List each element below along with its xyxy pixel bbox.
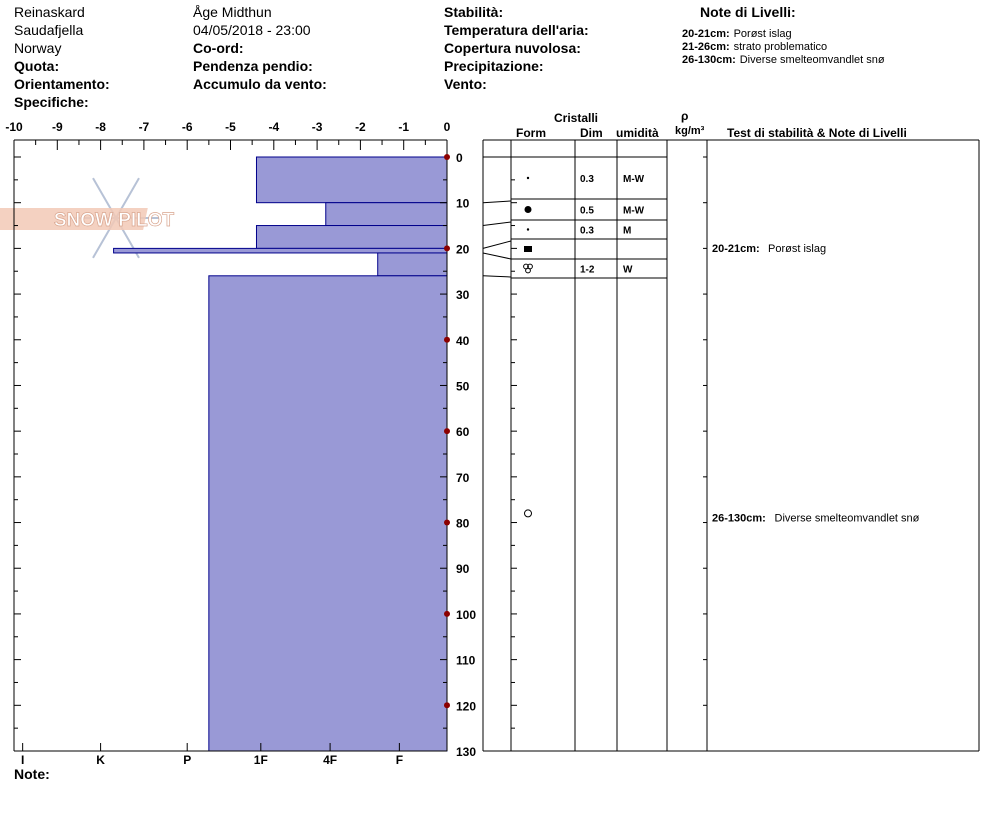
x-tick-label: -10 xyxy=(5,120,23,134)
note-text: strato problematico xyxy=(733,41,828,53)
x-tick-label: -7 xyxy=(138,120,150,134)
site-name: Reinaskard xyxy=(14,4,85,20)
x-tick-label: -5 xyxy=(225,120,236,134)
hardness-bar xyxy=(256,226,447,249)
rho-header: ρ xyxy=(681,109,689,123)
cristalli-header: Cristalli xyxy=(554,111,599,125)
hardness-label: K xyxy=(96,753,105,767)
depth-marker xyxy=(444,337,450,343)
note-range: 21-26cm: xyxy=(682,41,730,53)
note-livelli-title: Note di Livelli: xyxy=(700,4,796,20)
crystal-dim: 1-2 xyxy=(580,264,595,276)
grain-icon xyxy=(525,510,532,517)
crystal-dim: 0.3 xyxy=(580,225,594,237)
grain-icon xyxy=(525,206,532,213)
crystal-wetness: M-W xyxy=(623,174,645,185)
hardness-bars xyxy=(114,157,447,751)
x-tick-label: 0 xyxy=(443,120,451,134)
hardness-label: F xyxy=(395,753,404,767)
umidita-header: umidità xyxy=(616,126,659,140)
area-name: Saudafjella xyxy=(14,22,84,38)
depth-marker xyxy=(444,245,450,251)
crystal-table xyxy=(483,140,979,751)
density-unit-header: kg/m³ xyxy=(675,125,705,137)
y-tick-label: 90 xyxy=(456,562,470,577)
depth-marker xyxy=(444,154,450,160)
depth-connector xyxy=(483,276,511,277)
x-tick-label: -3 xyxy=(311,120,323,134)
annotation-range: 20-21cm: xyxy=(712,242,760,255)
pendenza-label: Pendenza pendio: xyxy=(193,58,313,74)
depth-marker xyxy=(444,611,450,617)
depth-marker xyxy=(444,520,450,526)
y-tick-label: 0 xyxy=(456,151,463,165)
note-text: Porøst islag xyxy=(733,28,792,40)
note-label: Note: xyxy=(14,766,50,782)
y-tick-label: 10 xyxy=(456,196,470,211)
grain-icon xyxy=(524,246,532,252)
y-tick-label: 130 xyxy=(456,745,477,759)
test-title-header: Test di stabilità & Note di Livelli xyxy=(727,126,907,140)
coord-label: Co-ord: xyxy=(193,40,244,56)
grain-icon xyxy=(527,177,529,179)
accumulo-label: Accumulo da vento: xyxy=(193,76,327,92)
annotation-text: Diverse smelteomvandlet snø xyxy=(774,512,920,525)
specifiche-label: Specifiche: xyxy=(14,94,89,110)
hardness-bar xyxy=(256,157,447,203)
quota-label: Quota: xyxy=(14,58,60,74)
hardness-bar xyxy=(114,248,447,253)
y-tick-label: 120 xyxy=(456,699,477,714)
x-tick-label: -8 xyxy=(95,120,106,134)
crystal-wetness: M-W xyxy=(623,205,645,217)
orientamento-label: Orientamento: xyxy=(14,76,110,92)
x-tick-label: -1 xyxy=(398,120,410,134)
x-tick-label: -2 xyxy=(355,120,366,134)
depth-connector xyxy=(483,253,511,259)
grain-icon xyxy=(527,228,529,230)
observer-name: Åge Midthun xyxy=(193,4,272,20)
hardness-label: 4F xyxy=(323,753,338,767)
crystal-dim: 0.3 xyxy=(580,174,594,185)
y-tick-label: 30 xyxy=(456,288,470,303)
depth-marker xyxy=(444,428,450,434)
depth-connector xyxy=(483,241,511,248)
hardness-label: P xyxy=(183,753,192,767)
annotation-text: Porøst islag xyxy=(768,242,827,255)
y-tick-label: 20 xyxy=(456,242,470,257)
temperatura-label: Temperatura dell'aria: xyxy=(444,22,589,38)
y-tick-label: 50 xyxy=(456,379,470,394)
observation-datetime: 04/05/2018 - 23:00 xyxy=(193,22,311,38)
form-header: Form xyxy=(516,126,546,140)
y-tick-label: 110 xyxy=(456,653,476,668)
dim-header: Dim xyxy=(580,126,603,140)
y-tick-label: 40 xyxy=(456,333,470,348)
crystal-dim: 0.5 xyxy=(580,205,594,217)
y-tick-label: 100 xyxy=(456,607,477,622)
precipitazione-label: Precipitazione: xyxy=(444,58,544,74)
hardness-bar xyxy=(209,276,447,751)
logo-text: SNOW PILOT xyxy=(53,210,175,231)
note-range: 26-130cm: xyxy=(682,54,736,66)
note-text: Diverse smelteomvandlet snø xyxy=(739,54,885,66)
x-tick-label: -6 xyxy=(181,120,193,134)
hardness-bar xyxy=(378,253,447,276)
hardness-bar xyxy=(326,203,447,226)
crystal-wetness: M xyxy=(623,225,632,237)
vento-label: Vento: xyxy=(444,76,487,92)
depth-connector xyxy=(483,201,511,203)
y-tick-label: 80 xyxy=(456,516,470,531)
grain-icon xyxy=(526,268,531,273)
note-range: 20-21cm: xyxy=(682,28,730,40)
depth-marker xyxy=(444,702,450,708)
hardness-label: 1F xyxy=(253,753,268,767)
hardness-label: I xyxy=(20,753,25,767)
y-tick-label: 60 xyxy=(456,425,470,440)
depth-connector xyxy=(483,222,511,226)
snowpilot-logo xyxy=(0,178,175,258)
y-tick-label: 70 xyxy=(456,470,470,485)
country-name: Norway xyxy=(14,40,62,56)
stabilita-label: Stabilità: xyxy=(444,4,504,20)
annotation-range: 26-130cm: xyxy=(712,512,766,525)
crystal-wetness: W xyxy=(623,264,633,276)
x-tick-label: -4 xyxy=(268,120,280,134)
x-tick-label: -9 xyxy=(51,120,63,134)
copertura-label: Copertura nuvolosa: xyxy=(444,40,581,56)
